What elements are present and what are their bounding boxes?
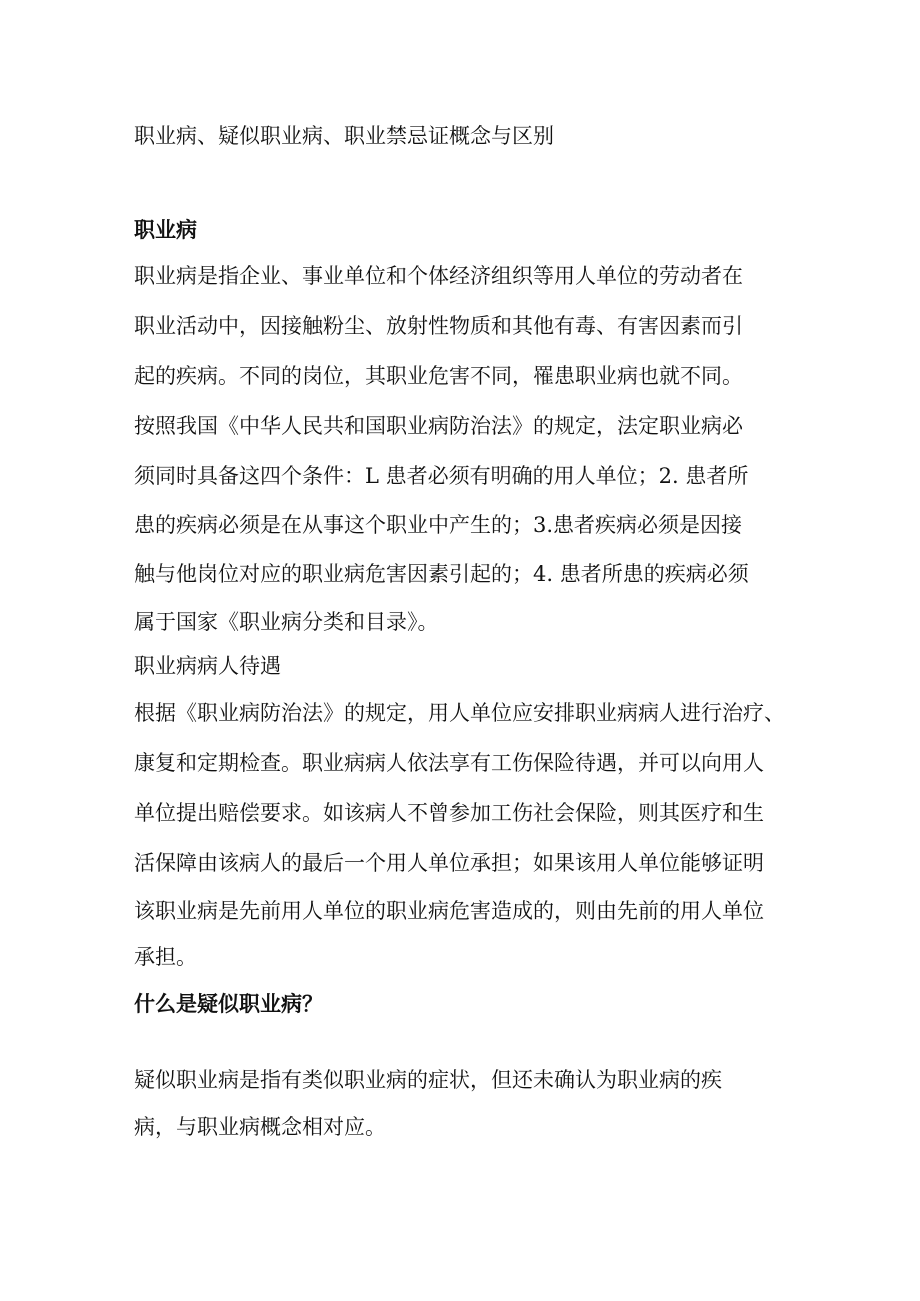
paragraph-line: 患的疾病必须是在从事这个职业中产生的；3.患者疾病必须是因接 <box>134 513 743 537</box>
paragraph-line: 职业活动中，因接触粉尘、放射性物质和其他有毒、有害因素而引 <box>134 314 743 338</box>
paragraph-line: 属于国家《职业病分类和目录》。 <box>134 610 439 634</box>
paragraph-line: 根据《职业病防治法》的规定，用人单位应安排职业病病人进行治疗、 <box>134 701 785 725</box>
paragraph-line: 起的疾病。不同的岗位，其职业危害不同，罹患职业病也就不同。 <box>134 364 743 388</box>
paragraph-line: 疑似职业病是指有类似职业病的症状，但还未确认为职业病的疾 <box>134 1068 722 1092</box>
paragraph-line: 承担。 <box>134 945 197 969</box>
paragraph-line: 按照我国《中华人民共和国职业病防治法》的规定，法定职业病必 <box>134 414 743 438</box>
document-title: 职业病、疑似职业病、职业禁忌证概念与区别 <box>134 124 554 148</box>
paragraph-line: 该职业病是先前用人单位的职业病危害造成的，则由先前的用人单位 <box>134 899 764 923</box>
paragraph-line: 病，与职业病概念相对应。 <box>134 1115 386 1139</box>
section-heading-patient-benefits: 职业病病人待遇 <box>134 654 281 678</box>
paragraph-line: 康复和定期检查。职业病病人依法享有工伤保险待遇，并可以向用人 <box>134 751 764 775</box>
paragraph-line: 职业病是指企业、事业单位和个体经济组织等用人单位的劳动者在 <box>134 264 743 288</box>
paragraph-line: 触与他岗位对应的职业病危害因素引起的；4. 患者所患的疾病必须 <box>134 562 749 586</box>
section-heading-suspected-disease: 什么是疑似职业病？ <box>134 991 323 1016</box>
section-heading-occupational-disease: 职业病 <box>134 217 197 242</box>
paragraph-line: 须同时具备这四个条件：L 患者必须有明确的用人单位；2. 患者所 <box>134 464 749 488</box>
paragraph-line: 活保障由该病人的最后一个用人单位承担；如果该用人单位能够证明 <box>134 851 764 875</box>
paragraph-line: 单位提出赔偿要求。如该病人不曾参加工伤社会保险，则其医疗和生 <box>134 801 764 825</box>
